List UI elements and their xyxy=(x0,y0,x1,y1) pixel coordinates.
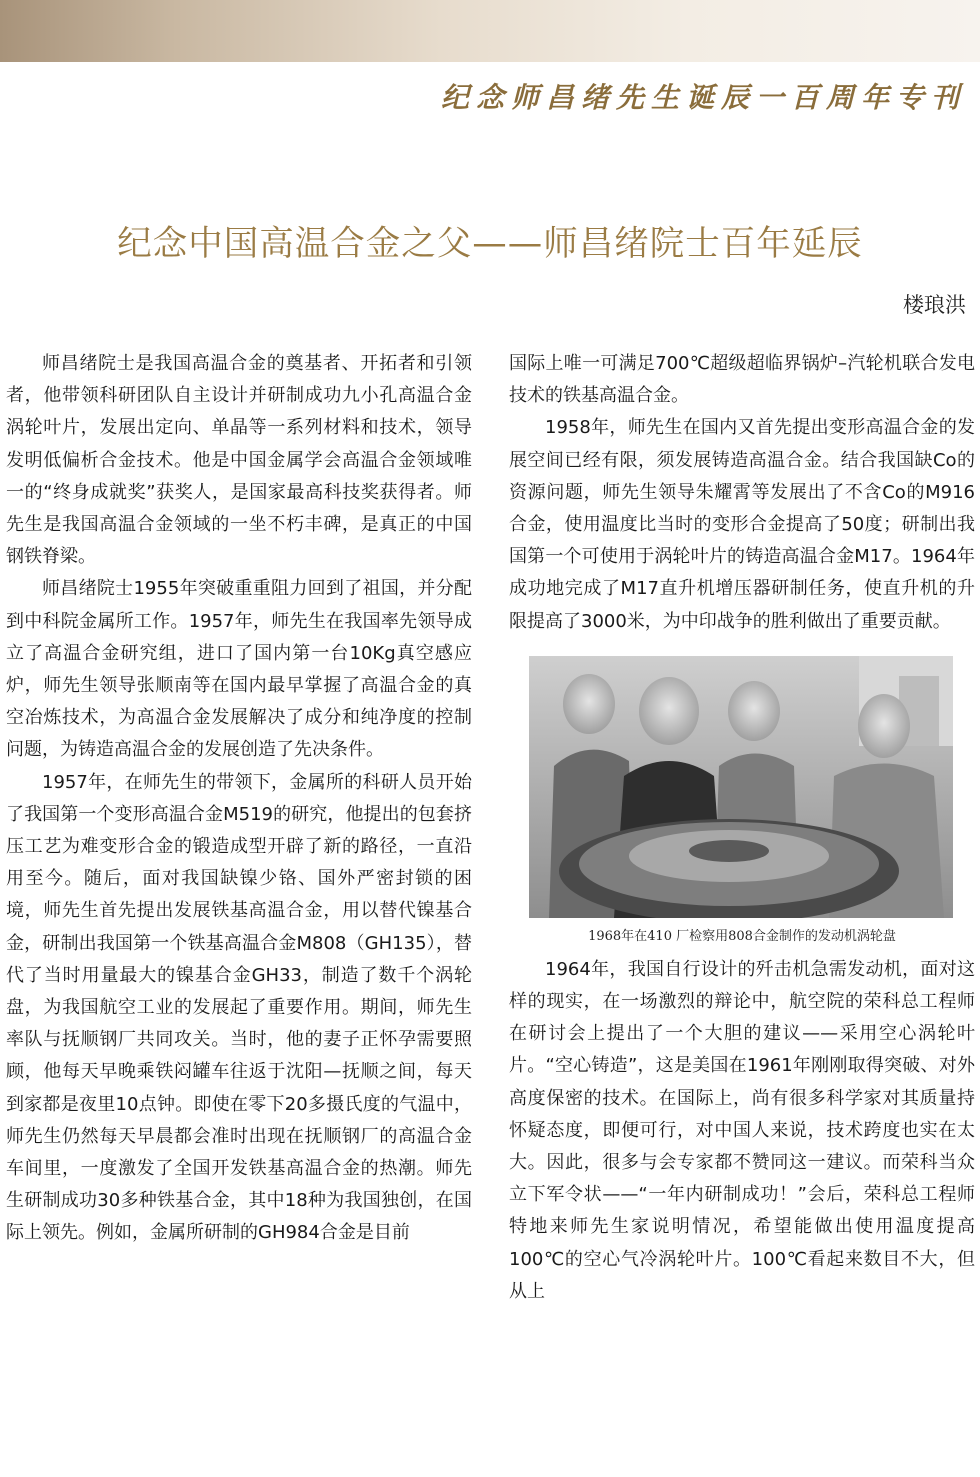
paragraph: 师昌绪院士1955年突破重重阻力回到了祖国，并分配到中科院金属所工作。1957年，师先生在我国率先领导成立了高温合金研究组，进口了国内第一台10Kg真空感应炉，师先生领导张顺南等在国内最早掌握了高温合金的真空冶炼技术，为高温合金发展解决了成分和纯净度的控制问题，为铸造高温合金的发展创造了先决条件。 xyxy=(6,578,472,761)
paragraph: 1958年，师先生在国内又首先提出变形高温合金的发展空间已经有限，须发展铸造高温合金。结合我国缺Co的资源问题，师先生领导朱耀霄等发展出了不含Co的M916合金，使用温度比当时的变形合金提高了50度；研制出我国第一个可使用于涡轮叶片的铸造高温合金M17。1964年成功地完成了M17直升机增压器研制任务，使直升机的升限提高了3000米，为中印战争的胜利做出了重要贡献。 xyxy=(509,417,975,632)
left-column xyxy=(6,348,472,1250)
paragraph: 国际上唯一可满足700℃超级超临界锅炉–汽轮机联合发电技术的铁基高温合金。 xyxy=(509,353,975,407)
right-column xyxy=(509,348,975,1308)
photo-illustration xyxy=(529,656,953,918)
paragraph: 1964年，我国自行设计的歼击机急需发动机，面对这样的现实，在一场激烈的辩论中，航空院的荣科总工程师在研讨会上提出了一个大胆的建议——采用空心涡轮叶片。“空心铸造”，这是美国在1961年刚刚取得突破、对外高度保密的技术。在国际上，尚有很多科学家对其质量持怀疑态度，即便可行，对中国人来说，技术跨度也实在太大。因此，很多与会专家都不赞同这一建议。而荣科当众立下军令状——“一年内研制成功！”会后，荣科总工程师特地来师先生家说明情况，希望能做出使用温度提高100℃的空心气冷涡轮叶片。100℃看起来数目不大，但从上 xyxy=(509,958,975,1302)
paragraph: 师昌绪院士是我国高温合金的奠基者、开拓者和引领者，他带领科研团队自主设计并研制成功九小孔高温合金涡轮叶片，发展出定向、单晶等一系列材料和技术，领导发明低偏析合金技术。他是中国金属学会高温合金领域唯一的“终身成就奖”获奖人，是国家最高科技奖获得者。师先生是我国高温合金领域的一坐不朽丰碑，是真正的中国钢铁脊梁。 xyxy=(6,353,472,568)
historical-photo xyxy=(529,656,953,918)
author-name: 楼琅洪 xyxy=(903,293,966,317)
paragraph: 1957年，在师先生的带领下，金属所的科研人员开始了我国第一个变形高温合金M519的研究，他提出的包套挤压工艺为难变形合金的锻造成型开辟了新的路径，一直沿用至今。随后，面对我国缺镍少铬、国外严密封锁的困境，师先生首先提出发展铁基高温合金，用以替代镍基合金，研制出我国第一个铁基高温合金M808（GH135），替代了当时用量最大的镍基合金GH33，制造了数千个涡轮盘，为我国航空工业的发展起了重要作用。期间，师先生率队与抚顺钢厂共同攻关。当时，他的妻子正怀孕需要照顾，他每天早晚乘铁闷罐车往返于沈阳—抚顺之间，每天到家都是夜里10点钟。即使在零下20多摄氏度的气温中，师先生仍然每天早晨都会准时出现在抚顺钢厂的高温合金车间里，一度激发了全国开发铁基高温合金的热潮。师先生研制成功30多种铁基合金，其中18种为我国独创，在国际上领先。例如，金属所研制的GH984合金是目前 xyxy=(6,771,472,1244)
header-band xyxy=(0,0,980,62)
photo-caption: 1968年在410 厂检察用808合金制作的发动机涡轮盘 xyxy=(588,928,896,944)
article-title: 纪念中国高温合金之父——师昌绪院士百年延辰 xyxy=(117,224,863,264)
series-title: 纪念师昌绪先生诞辰一百周年专刊 xyxy=(440,81,966,114)
